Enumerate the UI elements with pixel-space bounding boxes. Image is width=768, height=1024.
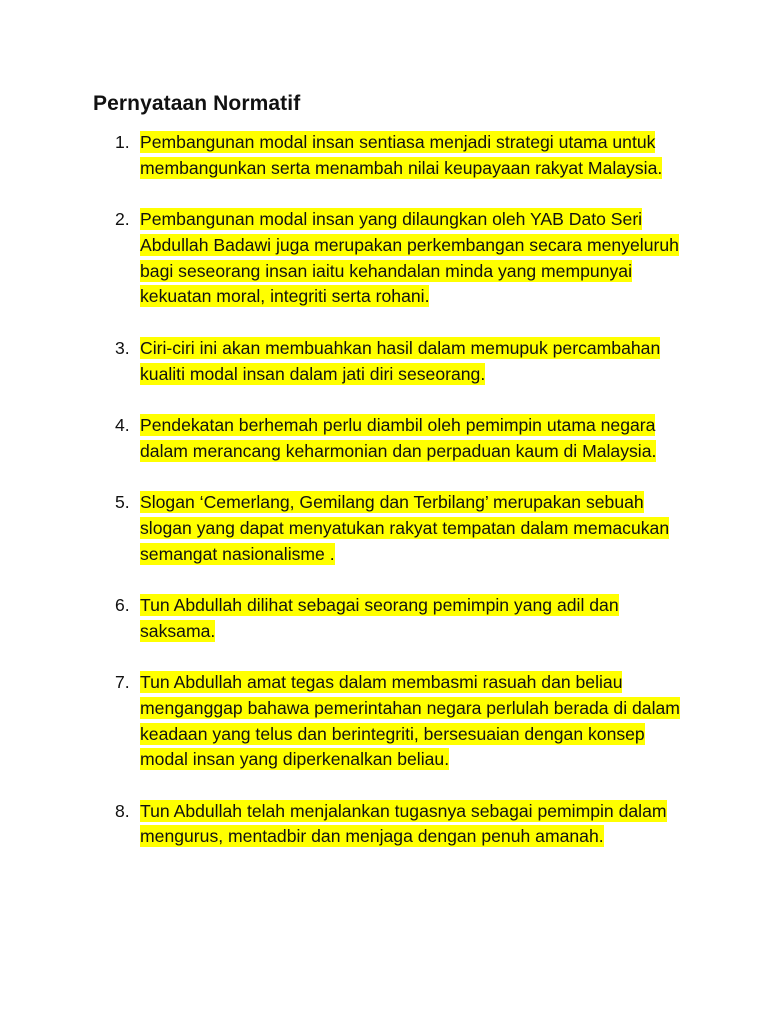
list-item bbox=[115, 207, 695, 310]
item-number: 6. bbox=[115, 594, 130, 615]
statement-list bbox=[115, 130, 695, 876]
highlighted-text: Tun Abdullah amat tegas dalam membasmi rasuah dan beliau menganggap bahawa pemerintahan negara perlulah berada di dalam keadaan yang telus dan berintegriti, bersesuaian dengan konsep modal insan yang diperkenalkan beliau. bbox=[140, 671, 680, 770]
item-text bbox=[140, 336, 695, 388]
item-number: 5. bbox=[115, 491, 130, 512]
item-text bbox=[140, 593, 695, 645]
highlighted-text: Pendekatan berhemah perlu diambil oleh pemimpin utama negara dalam merancang keharmonian dan perpaduan kaum di Malaysia. bbox=[140, 414, 657, 461]
list-item bbox=[115, 336, 695, 388]
item-number: 1. bbox=[115, 132, 130, 152]
item-text bbox=[140, 799, 695, 851]
highlighted-text: Tun Abdullah telah menjalankan tugasnya sebagai pemimpin dalam mengurus, mentadbir dan menjaga dengan penuh amanah. bbox=[140, 800, 667, 847]
highlighted-text: Ciri-ciri ini akan membuahkan hasil dalam memupuk percambahan kualiti modal insan dalam jati diri seseorang. bbox=[140, 337, 661, 384]
list-item bbox=[115, 130, 695, 182]
list-item bbox=[115, 670, 695, 773]
list-item bbox=[115, 490, 695, 567]
item-number: 7. bbox=[115, 671, 130, 692]
item-number: 3. bbox=[115, 337, 130, 358]
item-text bbox=[140, 207, 695, 310]
item-number: 4. bbox=[115, 414, 130, 435]
item-number: 2. bbox=[115, 209, 130, 230]
item-text bbox=[140, 490, 695, 567]
item-number: 8. bbox=[115, 800, 130, 821]
list-item bbox=[115, 593, 695, 645]
page-title: Pernyataan Normatif bbox=[93, 92, 301, 115]
highlighted-text: Pembangunan modal insan yang dilaungkan oleh YAB Dato Seri Abdullah Badawi juga merupakan perkembangan secara menyeluruh bagi seseorang insan iaitu kehandalan minda yang mempunyai kekuatan moral, integriti serta rohani. bbox=[140, 209, 679, 307]
highlighted-text: Slogan ‘Cemerlang, Gemilang dan Terbilang’ merupakan sebuah slogan yang dapat menyatukan rakyat tempatan dalam memacukan semangat nasionalisme . bbox=[140, 491, 670, 564]
item-text bbox=[140, 130, 695, 182]
highlighted-text: Pembangunan modal insan sentiasa menjadi strategi utama untuk membangunkan serta menambah nilai keupayaan rakyat Malaysia. bbox=[140, 132, 663, 178]
list-item bbox=[115, 799, 695, 851]
list-item bbox=[115, 413, 695, 465]
highlighted-text: Tun Abdullah dilihat sebagai seorang pemimpin yang adil dan saksama. bbox=[140, 594, 619, 641]
item-text bbox=[140, 413, 695, 465]
item-text bbox=[140, 670, 695, 773]
